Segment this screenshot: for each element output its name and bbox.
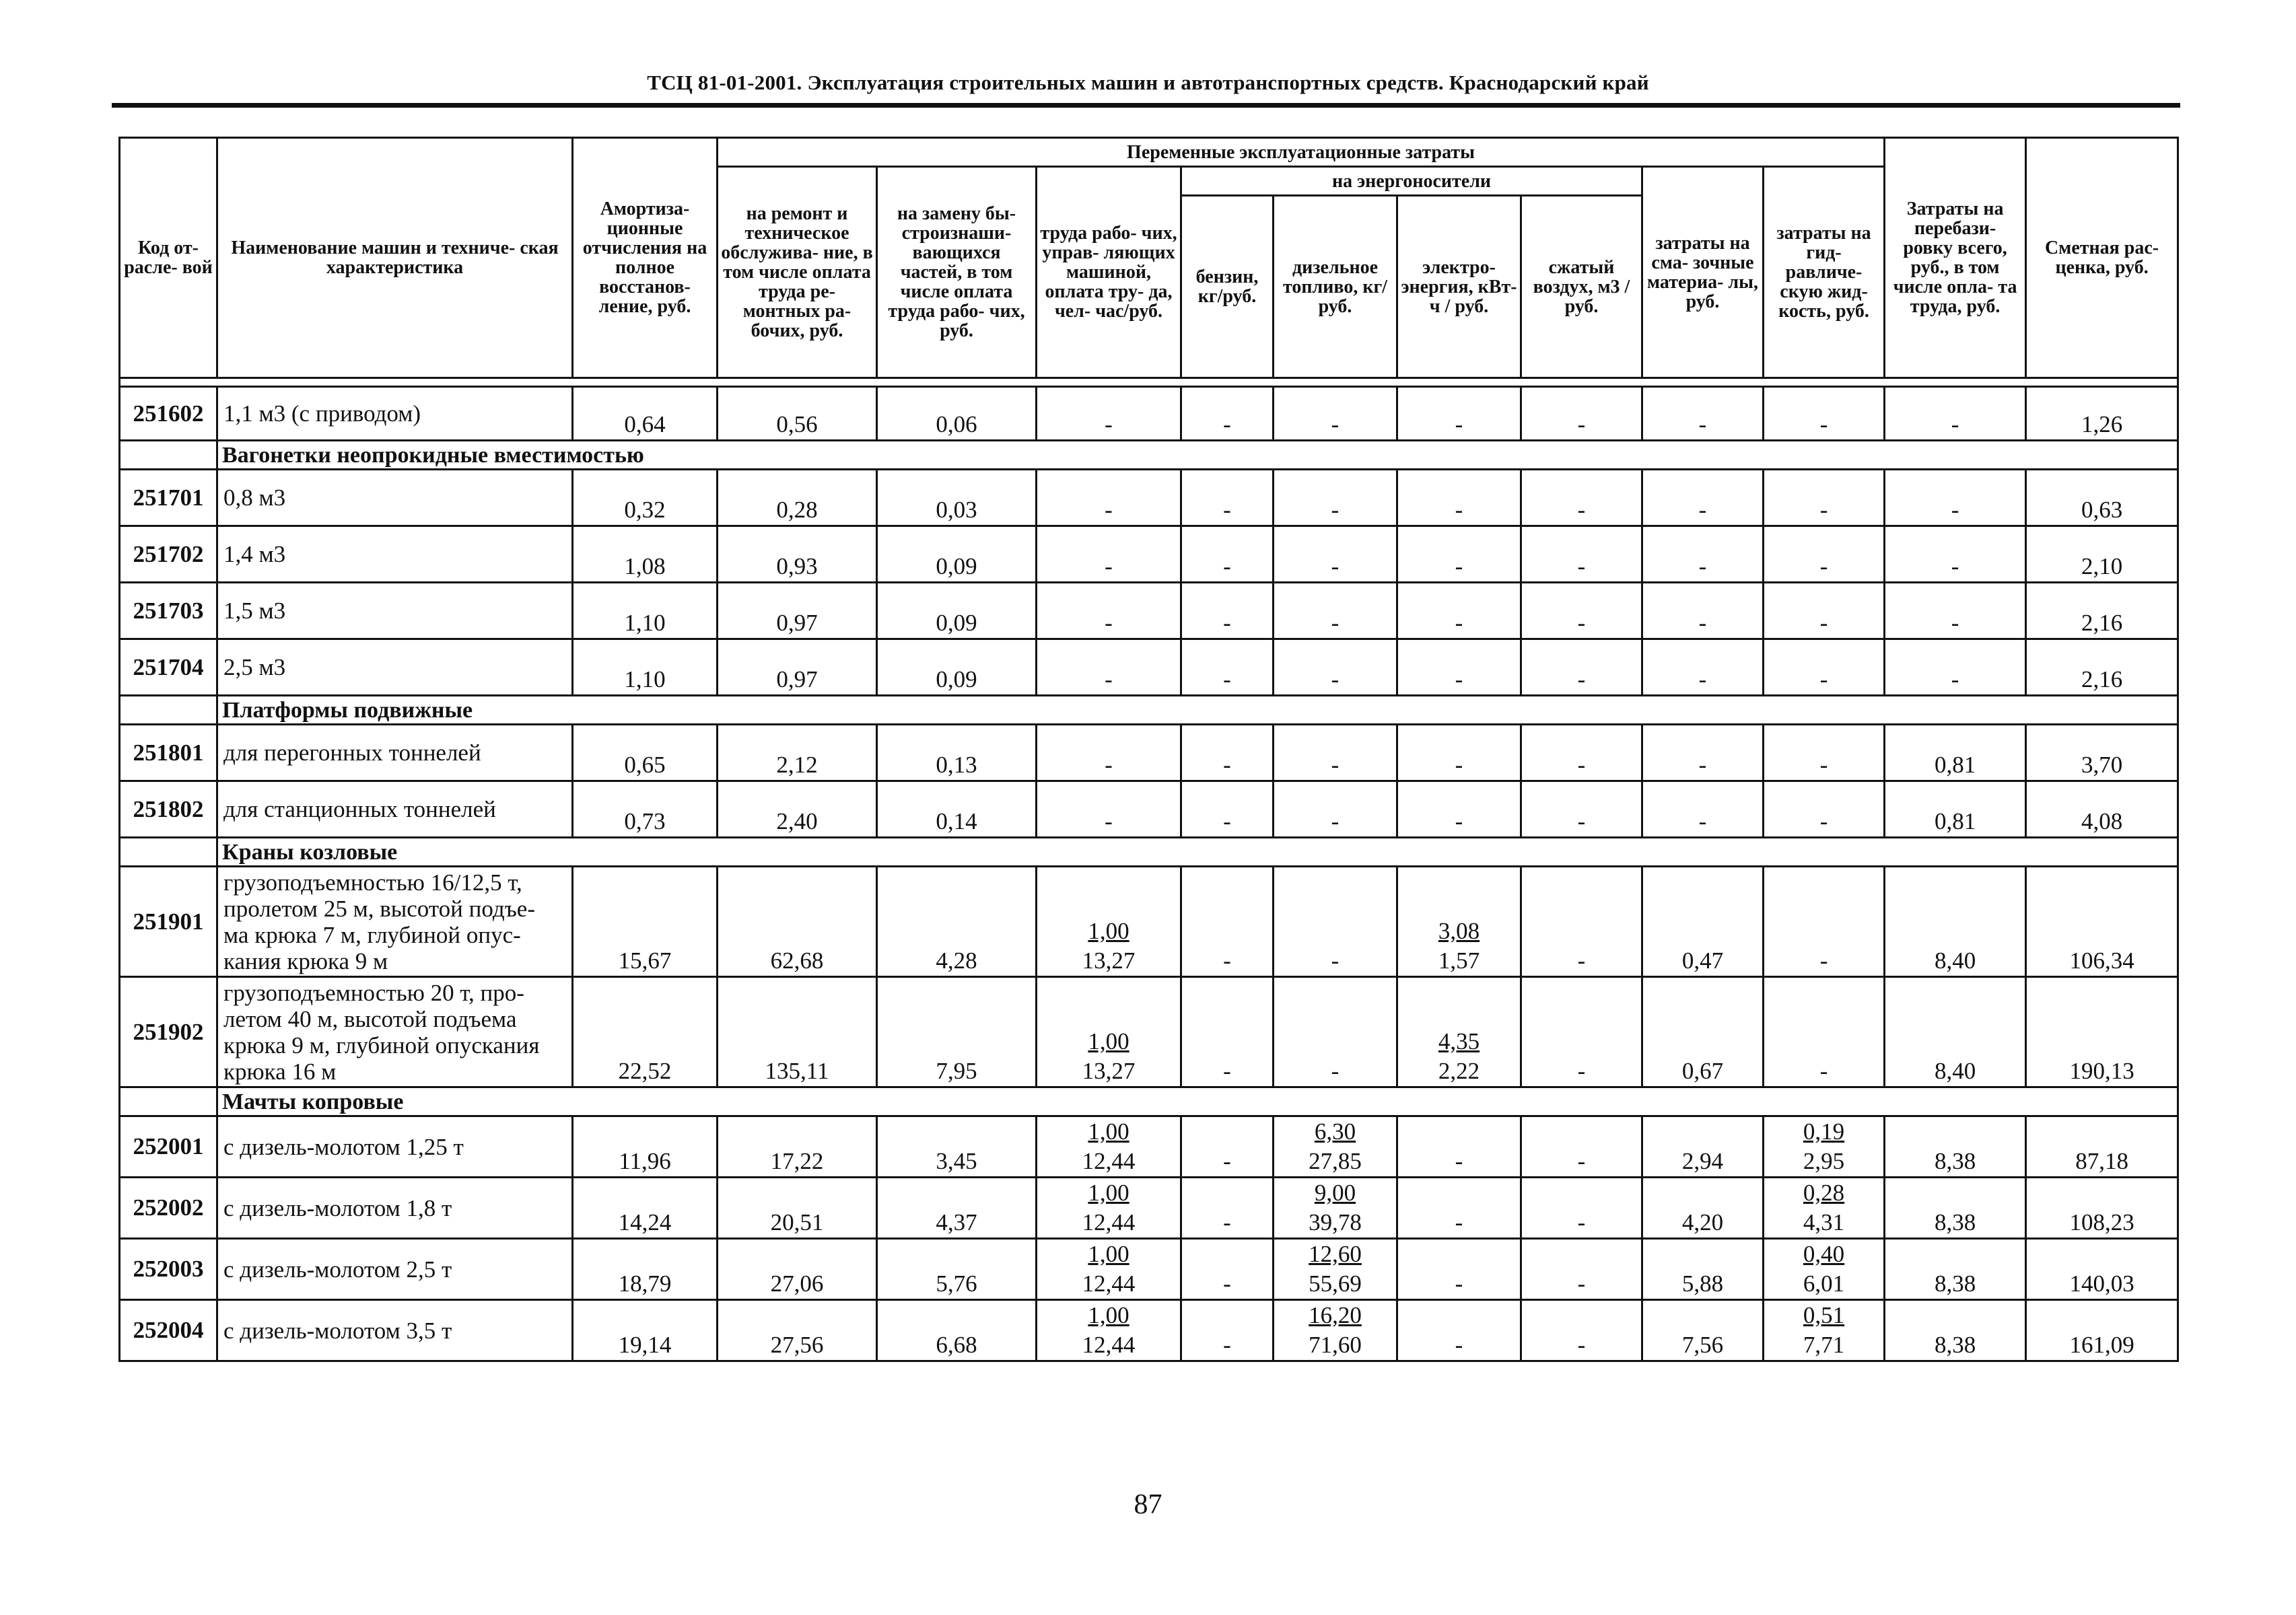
quantity-value: 6,30: [1314, 1118, 1356, 1145]
machine-name: 0,8 м3: [217, 470, 573, 526]
value-cell: -: [1181, 781, 1274, 838]
value-cell: -: [1764, 867, 1885, 977]
spacer-row: [120, 378, 2178, 387]
value-cell: -: [1764, 725, 1885, 781]
machine-code: 251702: [120, 526, 217, 583]
header-petrol: бензин, кг/руб.: [1181, 196, 1274, 378]
value-cell: 0,67: [1642, 977, 1764, 1087]
value-cell: 0,13: [877, 725, 1037, 781]
header-code: Код от- расле- вой: [120, 138, 217, 378]
value-cell: -: [1521, 470, 1642, 526]
value-cell: 8,40: [1885, 977, 2026, 1087]
value-cell: 161,09: [2026, 1300, 2178, 1361]
value-cell: 17,22: [718, 1116, 877, 1178]
value-cell: -: [1642, 470, 1764, 526]
value-cell: [1037, 1116, 1181, 1178]
value-cell: 14,24: [573, 1178, 718, 1239]
value-cell: -: [1037, 639, 1181, 696]
machine-code: 252004: [120, 1300, 217, 1361]
value-cell: 2,16: [2026, 583, 2178, 639]
header-rule: [112, 103, 2180, 108]
value-cell: 7,95: [877, 977, 1037, 1087]
cost-value: 2,95: [1803, 1148, 1845, 1174]
quantity-value: 0,28: [1803, 1180, 1845, 1206]
value-cell: 0,28: [718, 470, 877, 526]
quantity-value: 4,35: [1438, 1028, 1480, 1054]
value-cell: -: [1521, 1178, 1642, 1239]
value-cell: 87,18: [2026, 1116, 2178, 1178]
page-header: ТСЦ 81-01-2001. Эксплуатация строительных машин и автотранспортных средств. Краснодарский край: [647, 71, 1649, 94]
table-row: [120, 867, 2178, 977]
header-diesel: дизельное топливо, кг/руб.: [1274, 196, 1397, 378]
machine-name: для перегонных тоннелей: [217, 725, 573, 781]
value-cell: -: [1181, 387, 1274, 441]
value-cell: -: [1397, 387, 1521, 441]
value-cell: -: [1181, 867, 1274, 977]
value-cell: -: [1885, 387, 2026, 441]
value-cell: -: [1397, 725, 1521, 781]
value-cell: 2,12: [718, 725, 877, 781]
value-cell: 106,34: [2026, 867, 2178, 977]
value-cell: 0,93: [718, 526, 877, 583]
value-cell: 11,96: [573, 1116, 718, 1178]
value-cell: -: [1037, 470, 1181, 526]
value-cell: -: [1274, 639, 1397, 696]
machine-code: 252002: [120, 1178, 217, 1239]
value-cell: -: [1181, 1178, 1274, 1239]
value-cell: 2,16: [2026, 639, 2178, 696]
group-title: Краны козловые: [217, 838, 2178, 867]
value-cell: [1037, 1300, 1181, 1361]
value-cell: 27,06: [718, 1239, 877, 1300]
quantity-value: 9,00: [1314, 1180, 1356, 1206]
value-cell: 8,38: [1885, 1178, 2026, 1239]
cost-value: 27,85: [1309, 1148, 1362, 1174]
header-hydraulic-fluid: затраты на гид- равличе- скую жид- кость, руб.: [1764, 167, 1885, 378]
header-lubricants: затраты на сма- зочные материа- лы, руб.: [1642, 167, 1764, 378]
value-cell: 27,56: [718, 1300, 877, 1361]
value-cell: -: [1764, 639, 1885, 696]
value-cell: -: [1764, 470, 1885, 526]
value-cell: 0,97: [718, 639, 877, 696]
machine-code: 251701: [120, 470, 217, 526]
machine-name: для станционных тоннелей: [217, 781, 573, 838]
group-title: Платформы подвижные: [217, 696, 2178, 725]
value-cell: 8,38: [1885, 1239, 2026, 1300]
table-row: [120, 1300, 2178, 1361]
quantity-value: 1,00: [1088, 1241, 1129, 1267]
value-cell: -: [1274, 526, 1397, 583]
cost-value: 6,01: [1803, 1270, 1845, 1297]
value-cell: 4,28: [877, 867, 1037, 977]
cost-value: 12,44: [1082, 1209, 1136, 1235]
cost-value: 1,57: [1438, 947, 1480, 974]
header-energy: на энергоносители: [1181, 167, 1642, 196]
value-cell: 108,23: [2026, 1178, 2178, 1239]
value-cell: -: [1037, 583, 1181, 639]
value-cell: 3,45: [877, 1116, 1037, 1178]
value-cell: [1274, 1116, 1397, 1178]
value-cell: 0,64: [573, 387, 718, 441]
value-cell: -: [1274, 781, 1397, 838]
header-amortization: Амортиза- ционные отчисления на полное восстанов- ление, руб.: [573, 138, 718, 378]
value-cell: [1764, 1239, 1885, 1300]
group-row: [120, 838, 2178, 867]
machine-name: грузоподъемностью 20 т, про- летом 40 м, высотой подъема крюка 9 м, глубиной опускания крюка 16 м: [217, 977, 573, 1087]
value-cell: -: [1397, 583, 1521, 639]
value-cell: 2,10: [2026, 526, 2178, 583]
machine-code: 251801: [120, 725, 217, 781]
value-cell: -: [1521, 1300, 1642, 1361]
value-cell: 5,88: [1642, 1239, 1764, 1300]
value-cell: -: [1397, 639, 1521, 696]
header-compressed-air: сжатый воздух, м3 / руб.: [1521, 196, 1642, 378]
value-cell: -: [1885, 639, 2026, 696]
value-cell: [1037, 977, 1181, 1087]
value-cell: 0,09: [877, 526, 1037, 583]
value-cell: -: [1037, 725, 1181, 781]
header-labor: труда рабо- чих, управ- ляющих машиной, оплата тру- да, чел- час/руб.: [1037, 167, 1181, 378]
value-cell: 19,14: [573, 1300, 718, 1361]
value-cell: -: [1274, 867, 1397, 977]
value-cell: -: [1274, 725, 1397, 781]
machine-code: 251703: [120, 583, 217, 639]
value-cell: -: [1037, 781, 1181, 838]
value-cell: 20,51: [718, 1178, 877, 1239]
value-cell: -: [1397, 1178, 1521, 1239]
table-row: [120, 387, 2178, 441]
value-cell: -: [1764, 387, 1885, 441]
table-row: [120, 583, 2178, 639]
value-cell: -: [1397, 526, 1521, 583]
header-variable-costs: Переменные эксплуатационные затраты: [718, 138, 1885, 167]
value-cell: [1397, 867, 1521, 977]
value-cell: -: [1521, 781, 1642, 838]
rates-table: [118, 137, 2179, 1362]
header-estimate: Сметная рас- ценка, руб.: [2026, 138, 2178, 378]
value-cell: -: [1642, 583, 1764, 639]
value-cell: -: [1181, 583, 1274, 639]
value-cell: [1274, 1178, 1397, 1239]
value-cell: -: [1274, 583, 1397, 639]
value-cell: -: [1764, 977, 1885, 1087]
value-cell: 6,68: [877, 1300, 1037, 1361]
value-cell: 5,76: [877, 1239, 1037, 1300]
cost-value: 7,71: [1803, 1332, 1845, 1358]
value-cell: -: [1037, 387, 1181, 441]
cost-value: 13,27: [1082, 947, 1136, 974]
machine-code: 251902: [120, 977, 217, 1087]
value-cell: -: [1642, 639, 1764, 696]
table-row: [120, 1239, 2178, 1300]
value-cell: 62,68: [718, 867, 877, 977]
value-cell: 0,03: [877, 470, 1037, 526]
value-cell: -: [1885, 526, 2026, 583]
quantity-value: 1,00: [1088, 1028, 1129, 1054]
value-cell: -: [1397, 781, 1521, 838]
quantity-value: 1,00: [1088, 918, 1129, 944]
value-cell: -: [1642, 725, 1764, 781]
header-relocation: Затраты на перебази- ровку всего, руб., в том числе опла- та труда, руб.: [1885, 138, 2026, 378]
value-cell: [1037, 867, 1181, 977]
value-cell: 4,37: [877, 1178, 1037, 1239]
machine-name: 1,5 м3: [217, 583, 573, 639]
value-cell: 0,09: [877, 639, 1037, 696]
group-row: [120, 441, 2178, 470]
value-cell: -: [1181, 1116, 1274, 1178]
cost-value: 12,44: [1082, 1148, 1136, 1174]
value-cell: 3,70: [2026, 725, 2178, 781]
machine-code: 251802: [120, 781, 217, 838]
value-cell: 18,79: [573, 1239, 718, 1300]
value-cell: -: [1397, 470, 1521, 526]
value-cell: 1,10: [573, 639, 718, 696]
cost-value: 2,22: [1438, 1058, 1480, 1084]
value-cell: -: [1521, 387, 1642, 441]
quantity-value: 1,00: [1088, 1180, 1129, 1206]
value-cell: 7,56: [1642, 1300, 1764, 1361]
table-row: [120, 526, 2178, 583]
value-cell: -: [1764, 781, 1885, 838]
machine-name: 1,1 м3 (с приводом): [217, 387, 573, 441]
value-cell: 0,47: [1642, 867, 1764, 977]
value-cell: 190,13: [2026, 977, 2178, 1087]
value-cell: 1,10: [573, 583, 718, 639]
value-cell: 22,52: [573, 977, 718, 1087]
value-cell: 0,63: [2026, 470, 2178, 526]
quantity-value: 12,60: [1309, 1241, 1362, 1267]
quantity-value: 1,00: [1088, 1302, 1129, 1328]
value-cell: 0,97: [718, 583, 877, 639]
machine-code: 251901: [120, 867, 217, 977]
value-cell: -: [1642, 526, 1764, 583]
value-cell: [1037, 1178, 1181, 1239]
value-cell: -: [1181, 977, 1274, 1087]
value-cell: -: [1181, 1300, 1274, 1361]
value-cell: 2,40: [718, 781, 877, 838]
value-cell: [1764, 1116, 1885, 1178]
value-cell: [1274, 1300, 1397, 1361]
group-code-cell: [120, 838, 217, 867]
value-cell: 0,65: [573, 725, 718, 781]
machine-name: 1,4 м3: [217, 526, 573, 583]
value-cell: -: [1764, 583, 1885, 639]
value-cell: 135,11: [718, 977, 877, 1087]
value-cell: -: [1274, 387, 1397, 441]
cost-value: 12,44: [1082, 1270, 1136, 1297]
value-cell: 0,32: [573, 470, 718, 526]
table-row: [120, 1116, 2178, 1178]
value-cell: -: [1181, 725, 1274, 781]
value-cell: 0,56: [718, 387, 877, 441]
value-cell: -: [1181, 526, 1274, 583]
machine-code: 251602: [120, 387, 217, 441]
cost-value: 4,31: [1803, 1209, 1845, 1235]
value-cell: -: [1274, 470, 1397, 526]
quantity-value: 16,20: [1309, 1302, 1362, 1328]
value-cell: [1274, 1239, 1397, 1300]
header-electricity: электро- энергия, кВт-ч / руб.: [1397, 196, 1521, 378]
header-repair: на ремонт и техническое обслужива- ние, в том числе оплата труда ре- монтных ра- бочих, руб.: [718, 167, 877, 378]
value-cell: -: [1397, 1300, 1521, 1361]
machine-name: грузоподъемностью 16/12,5 т, пролетом 25 м, высотой подъе- ма крюка 7 м, глубиной опус- кания крюка 9 м: [217, 867, 573, 977]
value-cell: 2,94: [1642, 1116, 1764, 1178]
value-cell: -: [1521, 639, 1642, 696]
value-cell: -: [1521, 1239, 1642, 1300]
table-row: [120, 725, 2178, 781]
value-cell: -: [1764, 526, 1885, 583]
value-cell: 0,81: [1885, 781, 2026, 838]
page-number: 87: [1134, 1489, 1162, 1520]
value-cell: [1764, 1300, 1885, 1361]
quantity-value: 0,51: [1803, 1302, 1845, 1328]
value-cell: -: [1885, 470, 2026, 526]
value-cell: -: [1521, 867, 1642, 977]
value-cell: -: [1397, 1239, 1521, 1300]
table-row: [120, 1178, 2178, 1239]
value-cell: -: [1181, 1239, 1274, 1300]
machine-name: с дизель-молотом 1,8 т: [217, 1178, 573, 1239]
value-cell: 8,38: [1885, 1300, 2026, 1361]
value-cell: -: [1642, 387, 1764, 441]
value-cell: -: [1642, 781, 1764, 838]
value-cell: -: [1521, 725, 1642, 781]
machine-name: с дизель-молотом 3,5 т: [217, 1300, 573, 1361]
header-name: Наименование машин и техниче- ская характеристика: [217, 138, 573, 378]
quantity-value: 0,19: [1803, 1118, 1845, 1145]
table-row: [120, 639, 2178, 696]
table-row: [120, 781, 2178, 838]
quantity-value: 0,40: [1803, 1241, 1845, 1267]
group-row: [120, 1087, 2178, 1116]
cost-value: 55,69: [1309, 1270, 1362, 1297]
value-cell: [1397, 977, 1521, 1087]
value-cell: 8,38: [1885, 1116, 2026, 1178]
value-cell: -: [1397, 1116, 1521, 1178]
value-cell: [1764, 1178, 1885, 1239]
cost-value: 12,44: [1082, 1332, 1136, 1358]
value-cell: 8,40: [1885, 867, 2026, 977]
value-cell: 1,08: [573, 526, 718, 583]
group-row: [120, 696, 2178, 725]
value-cell: -: [1521, 583, 1642, 639]
quantity-value: 1,00: [1088, 1118, 1129, 1145]
group-code-cell: [120, 1087, 217, 1116]
quantity-value: 3,08: [1438, 918, 1480, 944]
value-cell: 0,14: [877, 781, 1037, 838]
value-cell: [1037, 1239, 1181, 1300]
value-cell: -: [1521, 977, 1642, 1087]
value-cell: 1,26: [2026, 387, 2178, 441]
value-cell: 4,20: [1642, 1178, 1764, 1239]
value-cell: 140,03: [2026, 1239, 2178, 1300]
value-cell: -: [1521, 1116, 1642, 1178]
cost-value: 13,27: [1082, 1058, 1136, 1084]
table-row: [120, 470, 2178, 526]
value-cell: 0,81: [1885, 725, 2026, 781]
value-cell: 0,09: [877, 583, 1037, 639]
machine-code: 252003: [120, 1239, 217, 1300]
value-cell: 0,06: [877, 387, 1037, 441]
value-cell: -: [1181, 470, 1274, 526]
table-body: [120, 378, 2178, 1361]
cost-value: 71,60: [1309, 1332, 1362, 1358]
group-code-cell: [120, 441, 217, 470]
value-cell: -: [1181, 639, 1274, 696]
header-replace: на замену бы- строизнаши- вающихся частей, в том числе оплата труда рабо- чих, руб.: [877, 167, 1037, 378]
value-cell: 4,08: [2026, 781, 2178, 838]
value-cell: -: [1885, 583, 2026, 639]
group-title: Мачты копровые: [217, 1087, 2178, 1116]
group-title: Вагонетки неопрокидные вместимостью: [217, 441, 2178, 470]
machine-name: 2,5 м3: [217, 639, 573, 696]
cost-value: 39,78: [1309, 1209, 1362, 1235]
machine-code: 252001: [120, 1116, 217, 1178]
machine-name: с дизель-молотом 2,5 т: [217, 1239, 573, 1300]
value-cell: -: [1521, 526, 1642, 583]
machine-name: с дизель-молотом 1,25 т: [217, 1116, 573, 1178]
value-cell: 15,67: [573, 867, 718, 977]
table-row: [120, 977, 2178, 1087]
value-cell: 0,73: [573, 781, 718, 838]
value-cell: -: [1274, 977, 1397, 1087]
machine-code: 251704: [120, 639, 217, 696]
value-cell: -: [1037, 526, 1181, 583]
group-code-cell: [120, 696, 217, 725]
